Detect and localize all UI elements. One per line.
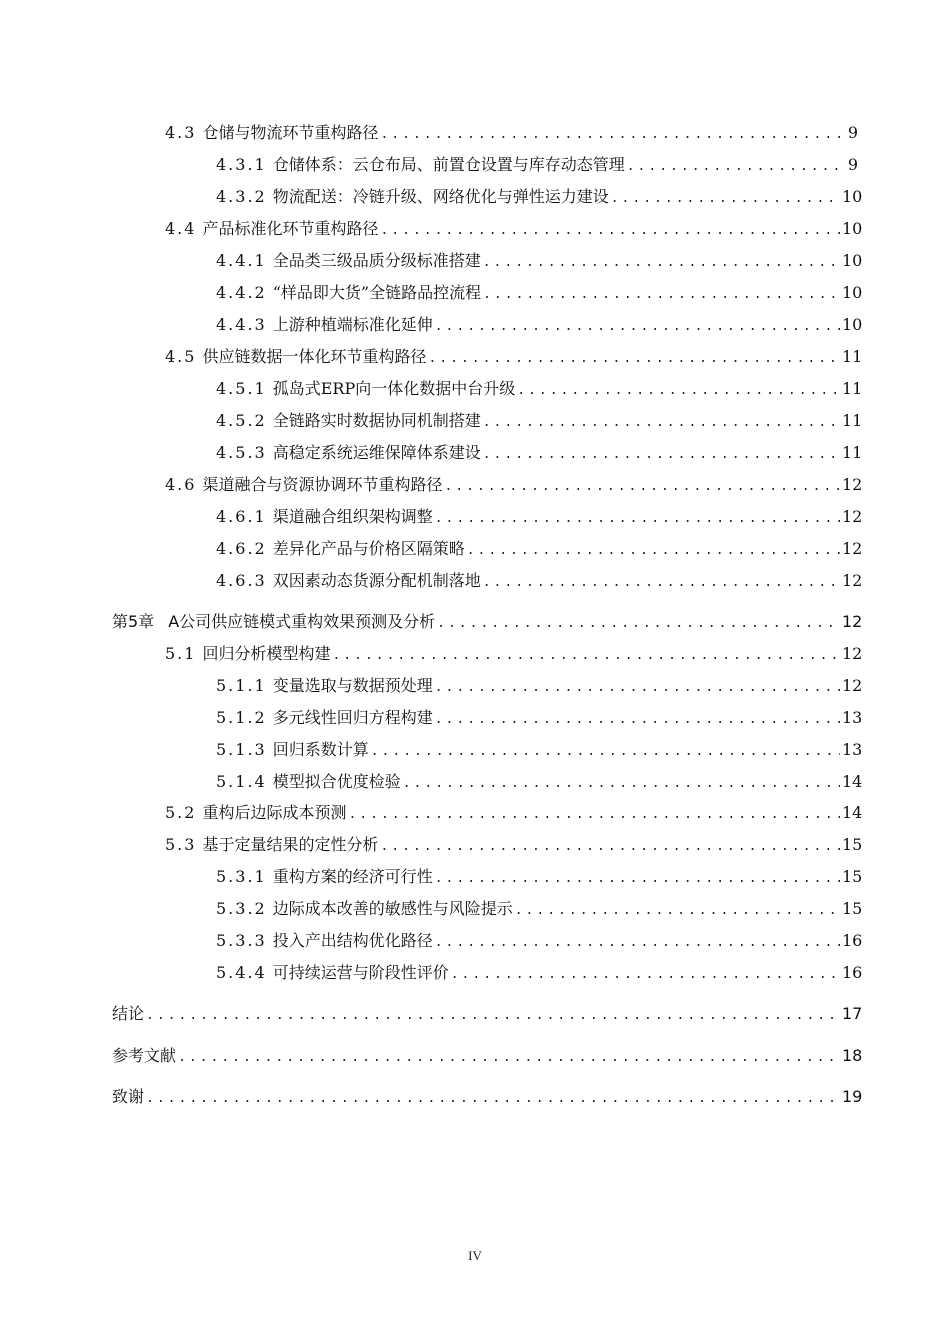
dot-leader bbox=[146, 1089, 840, 1109]
toc-page: 13 bbox=[842, 740, 863, 759]
dot-leader bbox=[483, 253, 840, 273]
toc-number: 5.3.3 bbox=[216, 931, 267, 950]
toc-entry-4-5-2[interactable] bbox=[216, 411, 863, 433]
dot-leader bbox=[483, 285, 840, 305]
toc-number: 5.1.1 bbox=[216, 676, 267, 695]
toc-entry-5-3-1[interactable] bbox=[216, 867, 863, 889]
toc-entry-4-6[interactable] bbox=[165, 475, 863, 497]
dot-leader bbox=[380, 221, 840, 241]
toc-number: 4.5 bbox=[165, 347, 197, 366]
toc-number: 4.6.2 bbox=[216, 539, 267, 558]
dot-leader bbox=[444, 477, 840, 497]
toc-title: 孤岛式ERP向一体化数据中台升级 bbox=[272, 379, 516, 398]
toc-number: 4.3.1 bbox=[216, 155, 267, 174]
toc-number: 4.5.1 bbox=[216, 379, 267, 398]
toc-title: 差异化产品与价格区隔策略 bbox=[272, 539, 465, 558]
dot-leader bbox=[437, 614, 840, 634]
dot-leader bbox=[435, 509, 840, 529]
dot-leader bbox=[348, 805, 840, 825]
toc-entry-4-6-2[interactable] bbox=[216, 539, 863, 561]
toc-page: 12 bbox=[842, 571, 863, 590]
toc-page: 15 bbox=[842, 899, 863, 918]
toc-title: 重构方案的经济可行性 bbox=[272, 867, 433, 886]
toc-title: 模型拟合优度检验 bbox=[272, 772, 401, 791]
toc-page: 12 bbox=[842, 507, 863, 526]
toc-number: 4.4.1 bbox=[216, 251, 267, 270]
toc-entry-4-5[interactable] bbox=[165, 347, 863, 369]
toc-number: 4.4.2 bbox=[216, 283, 267, 302]
toc-page: 13 bbox=[842, 708, 863, 727]
toc-page: 10 bbox=[842, 187, 863, 206]
toc-entry-4-4[interactable] bbox=[165, 219, 863, 241]
dot-leader bbox=[380, 837, 840, 857]
toc-title: 边际成本改善的敏感性与风险提示 bbox=[272, 899, 513, 918]
toc-title: 仓储与物流环节重构路径 bbox=[202, 123, 379, 142]
toc-entry-4-3-2[interactable] bbox=[216, 187, 863, 209]
toc-entry-5-3-2[interactable] bbox=[216, 899, 863, 921]
toc-page: 11 bbox=[842, 443, 863, 462]
dot-leader bbox=[380, 125, 840, 145]
toc-page: 10 bbox=[842, 315, 863, 334]
toc-entry-4-4-3[interactable] bbox=[216, 315, 863, 337]
toc-page: 16 bbox=[842, 931, 863, 950]
toc-title: 物流配送：冷链升级、网络优化与弹性运力建设 bbox=[272, 187, 609, 206]
toc-page: 12 bbox=[842, 612, 863, 631]
toc-entry-5-1-3[interactable] bbox=[216, 740, 863, 762]
dot-leader bbox=[332, 646, 840, 666]
toc-page: 11 bbox=[842, 379, 863, 398]
toc-title: 基于定量结果的定性分析 bbox=[202, 835, 379, 854]
dot-leader bbox=[435, 678, 840, 698]
dot-leader bbox=[435, 710, 840, 730]
toc-chapter-number: 第5章 bbox=[112, 612, 155, 631]
toc-entry-5-2[interactable] bbox=[165, 803, 863, 825]
toc-title: 多元线性回归方程构建 bbox=[272, 708, 433, 727]
toc-title: 双因素动态货源分配机制落地 bbox=[272, 571, 481, 590]
toc-entry-acknowledgements[interactable] bbox=[112, 1087, 863, 1109]
dot-leader bbox=[435, 869, 840, 889]
toc-entry-4-3[interactable] bbox=[165, 123, 858, 145]
toc-title: 重构后边际成本预测 bbox=[202, 803, 347, 822]
dot-leader bbox=[428, 349, 840, 369]
toc-title: 产品标准化环节重构路径 bbox=[202, 219, 379, 238]
toc-entry-4-5-1[interactable] bbox=[216, 379, 863, 401]
dot-leader bbox=[611, 189, 840, 209]
toc-entry-4-4-2[interactable] bbox=[216, 283, 863, 305]
page-number-footer: IV bbox=[468, 1248, 482, 1263]
toc-number: 5.3.2 bbox=[216, 899, 267, 918]
toc-title: 可持续运营与阶段性评价 bbox=[272, 963, 449, 982]
toc-entry-references[interactable] bbox=[112, 1046, 863, 1068]
toc-number: 5.4.4 bbox=[216, 963, 267, 982]
dot-leader bbox=[483, 445, 840, 465]
toc-page: 12 bbox=[842, 475, 863, 494]
toc-page: 9 bbox=[847, 155, 858, 174]
toc-number: 5.1.4 bbox=[216, 772, 267, 791]
toc-page: 19 bbox=[842, 1087, 863, 1106]
dot-leader bbox=[517, 381, 840, 401]
toc-number: 5.3 bbox=[165, 835, 197, 854]
toc-page: 15 bbox=[842, 867, 863, 886]
toc-title: 高稳定系统运维保障体系建设 bbox=[272, 443, 481, 462]
toc-entry-5-1[interactable] bbox=[165, 644, 863, 666]
toc-number: 4.6.3 bbox=[216, 571, 267, 590]
toc-number: 5.1.3 bbox=[216, 740, 267, 759]
toc-title: 上游种植端标准化延伸 bbox=[272, 315, 433, 334]
toc-title: 渠道融合与资源协调环节重构路径 bbox=[202, 475, 443, 494]
toc-title: 全链路实时数据协同机制搭建 bbox=[272, 411, 481, 430]
dot-leader bbox=[403, 774, 840, 794]
toc-page: 10 bbox=[842, 251, 863, 270]
toc-title: 仓储体系：云仓布局、前置仓设置与库存动态管理 bbox=[272, 155, 625, 174]
toc-title: 全品类三级品质分级标准搭建 bbox=[272, 251, 481, 270]
toc-title: A公司供应链模式重构效果预测及分析 bbox=[168, 612, 436, 631]
dot-leader bbox=[515, 901, 840, 921]
dot-leader bbox=[435, 317, 840, 337]
toc-title: 供应链数据一体化环节重构路径 bbox=[202, 347, 427, 366]
dot-leader bbox=[435, 933, 840, 953]
toc-number: 5.3.1 bbox=[216, 867, 267, 886]
toc-title: 回归分析模型构建 bbox=[202, 644, 331, 663]
toc-number: 4.3.2 bbox=[216, 187, 267, 206]
toc-page: 14 bbox=[842, 772, 863, 791]
toc-entry-conclusion[interactable] bbox=[112, 1004, 863, 1026]
toc-number: 4.5.2 bbox=[216, 411, 267, 430]
toc-page: 15 bbox=[842, 835, 863, 854]
toc-title: 变量选取与数据预处理 bbox=[272, 676, 433, 695]
toc-title: 致谢 bbox=[112, 1087, 145, 1106]
toc-title: 投入产出结构优化路径 bbox=[272, 931, 433, 950]
toc-page: 16 bbox=[842, 963, 863, 982]
toc-entry-5-1-2[interactable] bbox=[216, 708, 863, 730]
toc-entry-5-3[interactable] bbox=[165, 835, 863, 857]
toc-entry-4-6-3[interactable] bbox=[216, 571, 863, 593]
toc-page: 17 bbox=[842, 1004, 863, 1023]
toc-entry-4-6-1[interactable] bbox=[216, 507, 863, 529]
toc-entry-4-3-1[interactable] bbox=[216, 155, 858, 177]
dot-leader bbox=[467, 541, 840, 561]
dot-leader bbox=[178, 1048, 840, 1068]
dot-leader bbox=[451, 965, 840, 985]
dot-leader bbox=[146, 1006, 840, 1026]
toc-page: 12 bbox=[842, 676, 863, 695]
toc-page: 9 bbox=[847, 123, 858, 142]
toc-number: 4.4.3 bbox=[216, 315, 267, 334]
toc-number: 5.1 bbox=[165, 644, 197, 663]
dot-leader bbox=[483, 573, 840, 593]
toc-number: 4.4 bbox=[165, 219, 197, 238]
dot-leader bbox=[627, 157, 840, 177]
toc-title: 渠道融合组织架构调整 bbox=[272, 507, 433, 526]
toc-page: 12 bbox=[842, 644, 863, 663]
toc-entry-5-1-1[interactable] bbox=[216, 676, 863, 698]
toc-title: 回归系数计算 bbox=[272, 740, 369, 759]
toc-title: 结论 bbox=[112, 1004, 145, 1023]
toc-page: 11 bbox=[842, 411, 863, 430]
toc-page: 14 bbox=[842, 803, 863, 822]
dot-leader bbox=[483, 413, 840, 433]
toc-entry-chapter-5[interactable] bbox=[112, 612, 863, 634]
toc-entry-5-3-3[interactable] bbox=[216, 931, 863, 953]
toc-page: 10 bbox=[842, 219, 863, 238]
toc-page: 12 bbox=[842, 539, 863, 558]
toc-number: 5.1.2 bbox=[216, 708, 267, 727]
toc-number: 4.6 bbox=[165, 475, 197, 494]
toc-entry-4-4-1[interactable] bbox=[216, 251, 863, 273]
toc-number: 4.5.3 bbox=[216, 443, 267, 462]
toc-page: 10 bbox=[842, 283, 863, 302]
toc-page: 11 bbox=[842, 347, 863, 366]
toc-number: 5.2 bbox=[165, 803, 197, 822]
toc-title: 参考文献 bbox=[112, 1046, 177, 1065]
toc-entry-5-4-4[interactable] bbox=[216, 963, 863, 985]
toc-number: 4.3 bbox=[165, 123, 197, 142]
toc-title: “样品即大货”全链路品控流程 bbox=[272, 283, 482, 302]
dot-leader bbox=[371, 742, 840, 762]
toc-entry-4-5-3[interactable] bbox=[216, 443, 863, 465]
toc-number: 4.6.1 bbox=[216, 507, 267, 526]
toc-page: 18 bbox=[842, 1046, 863, 1065]
toc-entry-5-1-4[interactable] bbox=[216, 772, 863, 794]
